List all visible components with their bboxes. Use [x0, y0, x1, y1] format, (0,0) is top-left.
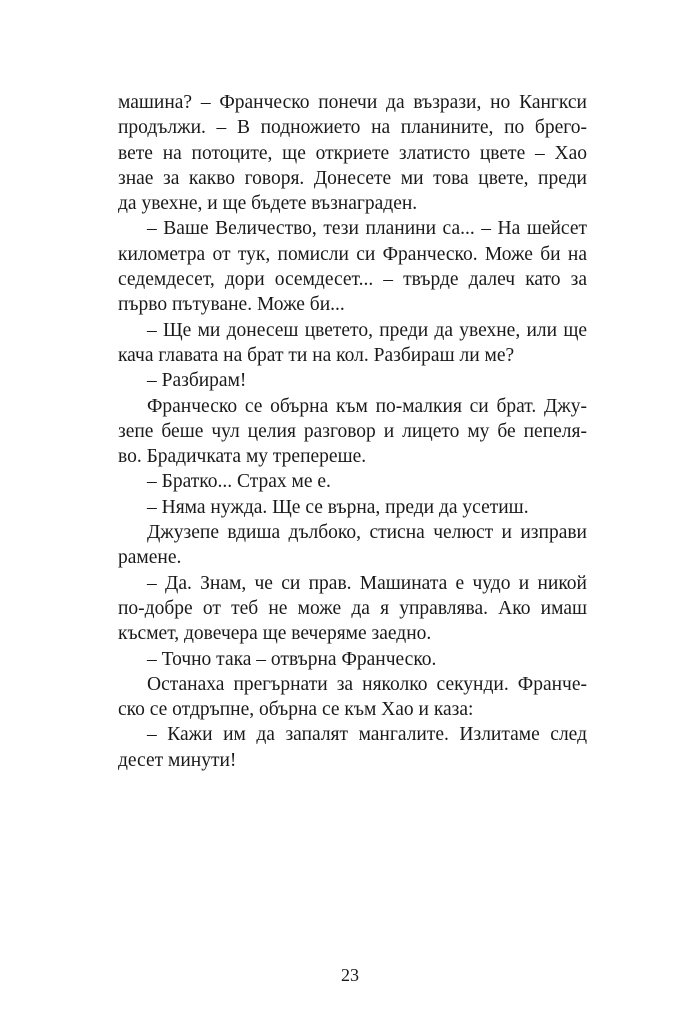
- text-line: по-добре от теб не може да я управлява. Ако имаш: [118, 597, 587, 619]
- text-line: Джузепе вдиша дълбоко, стисна челюст и изправи: [147, 522, 587, 544]
- text-line: да увехне, и ще бъдете възнаграден.: [118, 193, 418, 215]
- text-line: късмет, довечера ще вечеряме заедно.: [118, 623, 432, 645]
- text-line: – Ваше Величество, тези планини са... – На шейсет: [147, 218, 587, 240]
- body-text: [118, 90, 587, 773]
- text-line: ско се отдръпне, обърна се към Хао и каза:: [118, 699, 474, 721]
- text-line: десет минути!: [118, 749, 237, 771]
- page-number: 23: [341, 965, 359, 985]
- text-line: Франческо се обърна към по-малкия си брат. Джу-: [147, 395, 587, 417]
- text-line: зепе беше чул целия разговор и лицето му бе пепеля-: [118, 420, 587, 442]
- text-line: машина? – Франческо понечи да възрази, но Кангкси: [118, 92, 587, 113]
- text-line: во. Брадичката му трепереше.: [118, 446, 367, 468]
- text-line: Останаха прегърнати за няколко секунди. Франче-: [147, 673, 587, 695]
- text-line: – Да. Знам, че си прав. Машината е чудо и никой: [147, 572, 587, 594]
- text-line: продължи. – В подножието на планините, по брего-: [118, 117, 587, 139]
- text-line: – Братко... Страх ме е.: [147, 471, 331, 493]
- text-line: – Кажи им да запалят мангалите. Излитаме след: [147, 724, 587, 746]
- text-line: вете на потоците, ще откриете златисто цвете – Хао: [118, 142, 587, 164]
- text-line: километра от тук, помисли си Франческо. Може би на: [118, 243, 587, 265]
- text-line: рамене.: [118, 547, 182, 569]
- text-line: седемдесет, дори осемдесет... – твърде далеч като за: [118, 269, 587, 291]
- text-line: знае за какво говоря. Донесете ми това цвете, преди: [118, 167, 587, 189]
- text-line: първо пътуване. Може би...: [118, 294, 345, 316]
- text-line: – Няма нужда. Ще се върна, преди да усетиш.: [147, 496, 529, 518]
- text-line: – Ще ми донесеш цветето, преди да увехне, или ще: [147, 319, 587, 341]
- text-line: – Разбирам!: [147, 370, 247, 392]
- text-line: – Точно така – отвърна Франческо.: [147, 648, 437, 670]
- text-line: кача главата на брат ти на кол. Разбираш ли ме?: [118, 344, 515, 366]
